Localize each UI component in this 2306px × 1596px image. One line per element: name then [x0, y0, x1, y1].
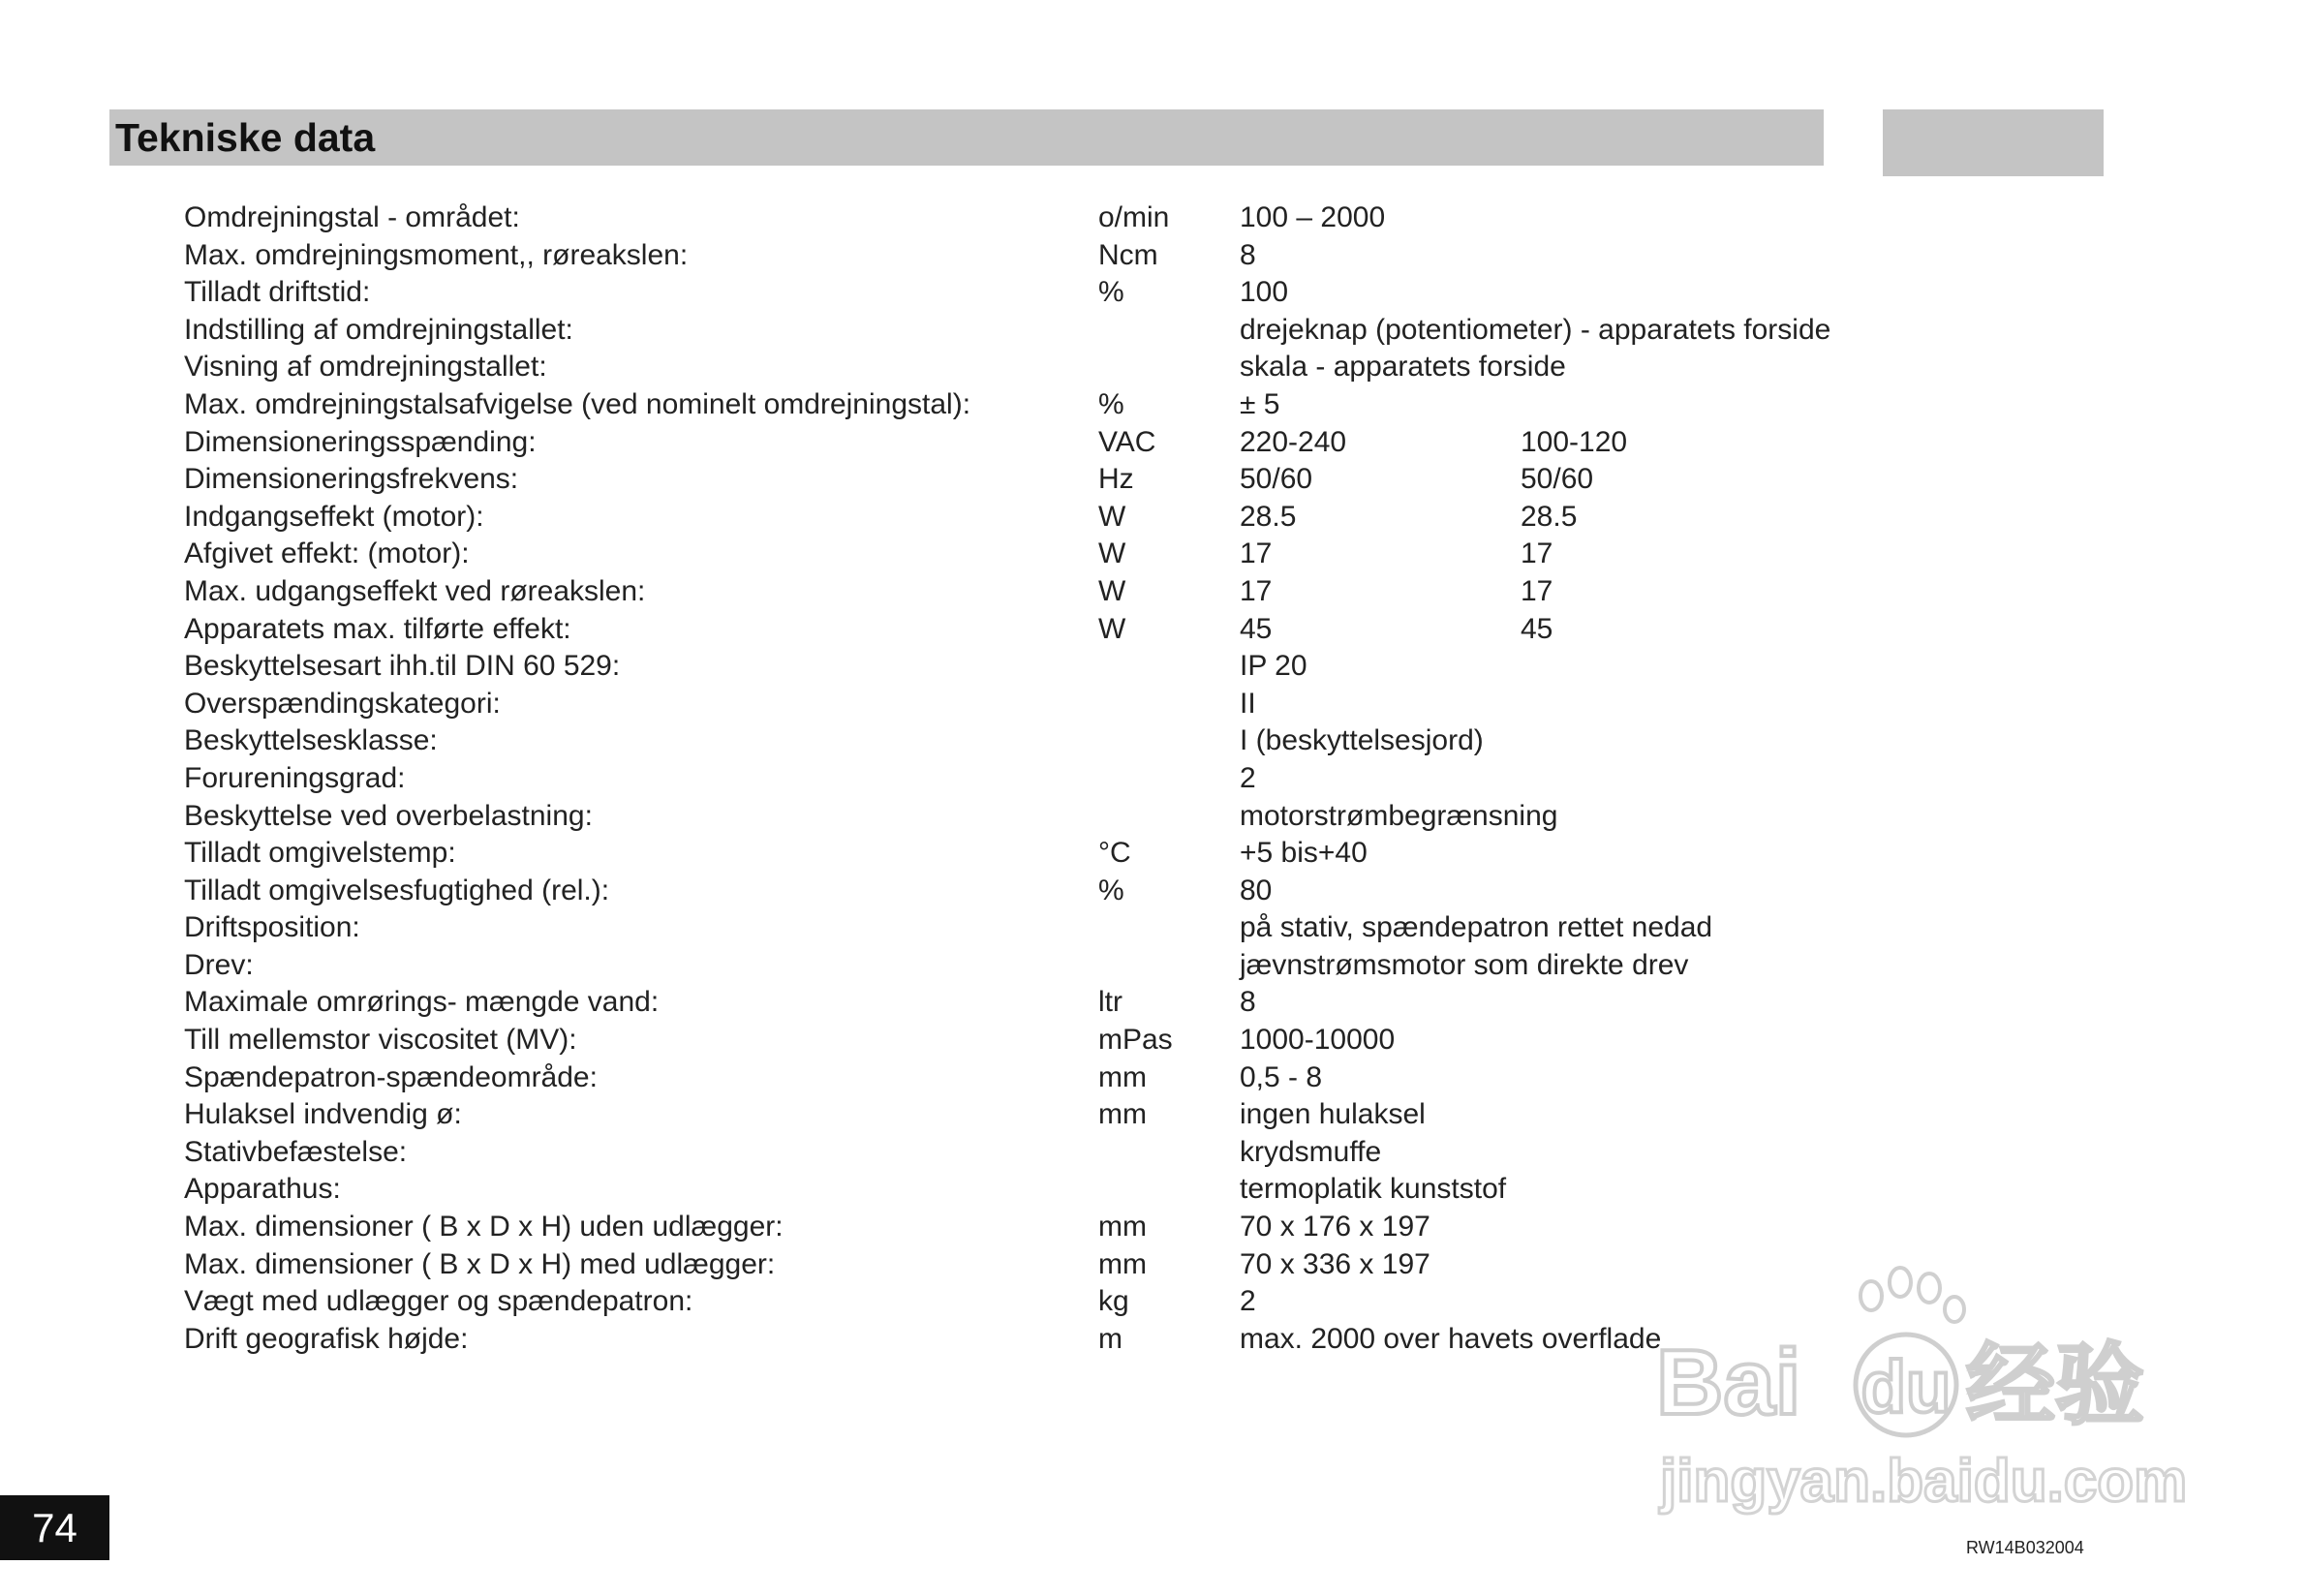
spec-label: Drev: [184, 948, 254, 981]
spec-row [184, 947, 1889, 985]
spec-label: Afgivet effekt: (motor): [184, 537, 470, 570]
spec-row [184, 909, 1889, 947]
spec-value: 70 x 336 x 197 [1240, 1247, 1430, 1280]
spec-row [184, 648, 1889, 686]
spec-unit: W [1098, 500, 1126, 533]
spec-label: Vægt med udlægger og spændepatron: [184, 1285, 693, 1318]
spec-label: Indgangseffekt (motor): [184, 500, 484, 533]
spec-value-alt: 45 [1521, 612, 1553, 645]
spec-label: Dimensioneringsfrekvens: [184, 463, 519, 496]
spec-row [184, 798, 1889, 836]
spec-unit: kg [1098, 1285, 1129, 1318]
spec-label: Apparathus: [184, 1173, 341, 1206]
spec-unit: °C [1098, 837, 1131, 870]
spec-value: motorstrømbegrænsning [1240, 799, 1558, 832]
spec-unit: VAC [1098, 425, 1156, 458]
spec-label: Indstilling af omdrejningstallet: [184, 313, 573, 346]
spec-value: 28.5 [1240, 500, 1297, 533]
spec-label: Apparatets max. tilførte effekt: [184, 612, 571, 645]
spec-value-alt: 17 [1521, 574, 1553, 607]
spec-row [184, 536, 1889, 573]
spec-label: Hulaksel indvendig ø: [184, 1098, 462, 1131]
spec-label: Max. omdrejningsmoment,, røreakslen: [184, 238, 689, 271]
spec-label: Beskyttelse ved overbelastning: [184, 799, 593, 832]
watermark-brand-cn: 经验 [1966, 1334, 2145, 1437]
spec-value: IP 20 [1240, 650, 1307, 683]
spec-row [184, 424, 1889, 462]
spec-value: 100 [1240, 276, 1289, 309]
spec-label: Drift geografisk højde: [184, 1322, 469, 1355]
spec-label: Tilladt omgivelstemp: [184, 837, 456, 870]
spec-label: Visning af omdrejningstallet: [184, 351, 547, 384]
spec-label: Stativbefæstelse: [184, 1135, 408, 1168]
spec-value: 80 [1240, 874, 1273, 906]
spec-unit: mm [1098, 1247, 1147, 1280]
spec-unit: Ncm [1098, 238, 1158, 271]
spec-row [184, 1059, 1889, 1097]
spec-unit: W [1098, 537, 1126, 570]
spec-value: termoplatik kunststof [1240, 1173, 1507, 1206]
spec-unit: % [1098, 874, 1124, 906]
watermark-brand-du: du [1860, 1346, 1952, 1428]
tech-spec-table [184, 200, 1889, 1358]
spec-row [184, 274, 1889, 312]
spec-value: 1000-10000 [1240, 1024, 1396, 1057]
spec-label: Driftsposition: [184, 911, 360, 944]
spec-value: 45 [1240, 612, 1273, 645]
spec-row [184, 611, 1889, 649]
spec-value: +5 bis+40 [1240, 837, 1368, 870]
paw-toe-3 [1919, 1274, 1940, 1303]
spec-value: I (beskyttelsesjord) [1240, 724, 1484, 757]
spec-unit: W [1098, 612, 1126, 645]
spec-unit: mm [1098, 1211, 1147, 1243]
spec-row [184, 1022, 1889, 1059]
spec-label: Maximale omrørings- mængde vand: [184, 986, 660, 1019]
spec-row [184, 873, 1889, 910]
spec-value: 8 [1240, 238, 1256, 271]
spec-value: 8 [1240, 986, 1256, 1019]
spec-label: Till mellemstor viscositet (MV): [184, 1024, 577, 1057]
spec-row [184, 386, 1889, 424]
spec-row [184, 1283, 1889, 1321]
spec-row [184, 1134, 1889, 1172]
spec-label: Max. omdrejningstalsafvigelse (ved nominelt omdrejningstal): [184, 387, 971, 420]
spec-value: max. 2000 over havets overflade [1240, 1322, 1662, 1355]
spec-row [184, 835, 1889, 873]
spec-unit: ltr [1098, 986, 1122, 1019]
paw-toe-2 [1890, 1268, 1911, 1297]
watermark-brand-latin: Bai [1656, 1331, 1801, 1434]
spec-value: 0,5 - 8 [1240, 1060, 1323, 1093]
spec-value-alt: 28.5 [1521, 500, 1578, 533]
spec-value-alt: 17 [1521, 537, 1553, 570]
spec-row [184, 686, 1889, 723]
spec-row [184, 200, 1889, 237]
spec-value: drejeknap (potentiometer) - apparatets forside [1240, 313, 1831, 346]
spec-unit: o/min [1098, 201, 1170, 233]
spec-unit: % [1098, 276, 1124, 309]
section-header-bar [109, 109, 1824, 166]
side-tab-box [1883, 109, 2104, 176]
spec-row [184, 461, 1889, 499]
spec-row [184, 1321, 1889, 1359]
spec-row [184, 984, 1889, 1022]
spec-value: 220-240 [1240, 425, 1347, 458]
spec-value: 100 – 2000 [1240, 201, 1386, 233]
spec-label: Forureningsgrad: [184, 761, 406, 794]
spec-row [184, 722, 1889, 760]
spec-label: Tilladt omgivelsesfugtighed (rel.): [184, 874, 610, 906]
spec-label: Omdrejningstal - området: [184, 201, 520, 233]
spec-value: 2 [1240, 761, 1256, 794]
paw-toe-4 [1945, 1297, 1964, 1322]
spec-row [184, 237, 1889, 275]
spec-value: ± 5 [1240, 387, 1280, 420]
spec-row [184, 573, 1889, 611]
spec-value-alt: 50/60 [1521, 463, 1594, 496]
spec-label: Max. dimensioner ( B x D x H) med udlægger: [184, 1247, 776, 1280]
spec-label: Tilladt driftstid: [184, 276, 371, 309]
spec-value: II [1240, 687, 1256, 720]
spec-row [184, 312, 1889, 350]
spec-unit: m [1098, 1322, 1122, 1355]
spec-label: Max. udgangseffekt ved røreakslen: [184, 574, 646, 607]
spec-label: Beskyttelsesart ihh.til DIN 60 529: [184, 650, 621, 683]
spec-row [184, 1171, 1889, 1209]
spec-unit: W [1098, 574, 1126, 607]
spec-row [184, 1209, 1889, 1246]
spec-row [184, 349, 1889, 386]
spec-unit: % [1098, 387, 1124, 420]
spec-row [184, 499, 1889, 537]
spec-unit: Hz [1098, 463, 1134, 496]
spec-value: 17 [1240, 574, 1273, 607]
spec-value: 17 [1240, 537, 1273, 570]
spec-unit: mm [1098, 1098, 1147, 1131]
spec-value: skala - apparatets forside [1240, 351, 1566, 384]
spec-value: 2 [1240, 1285, 1256, 1318]
document-code: RW14B032004 [1966, 1538, 2084, 1557]
spec-label: Beskyttelsesklasse: [184, 724, 438, 757]
spec-row [184, 760, 1889, 798]
spec-value: ingen hulaksel [1240, 1098, 1426, 1131]
spec-value-alt: 100-120 [1521, 425, 1628, 458]
watermark-url: jingyan.baidu.com [1660, 1448, 2188, 1515]
spec-value: jævnstrømsmotor som direkte drev [1240, 948, 1689, 981]
spec-label: Max. dimensioner ( B x D x H) uden udlægger: [184, 1211, 784, 1243]
page-number: 74 [0, 1495, 109, 1560]
spec-label: Dimensioneringsspænding: [184, 425, 537, 458]
spec-unit: mm [1098, 1060, 1147, 1093]
section-title: Tekniske data [115, 115, 376, 160]
spec-row [184, 1096, 1889, 1134]
spec-value: 50/60 [1240, 463, 1313, 496]
spec-row [184, 1246, 1889, 1284]
spec-value: krydsmuffe [1240, 1135, 1382, 1168]
spec-unit: mPas [1098, 1024, 1173, 1057]
spec-label: Overspændingskategori: [184, 687, 501, 720]
spec-value: på stativ, spændepatron rettet nedad [1240, 911, 1713, 944]
spec-label: Spændepatron-spændeområde: [184, 1060, 598, 1093]
spec-value: 70 x 176 x 197 [1240, 1211, 1430, 1243]
